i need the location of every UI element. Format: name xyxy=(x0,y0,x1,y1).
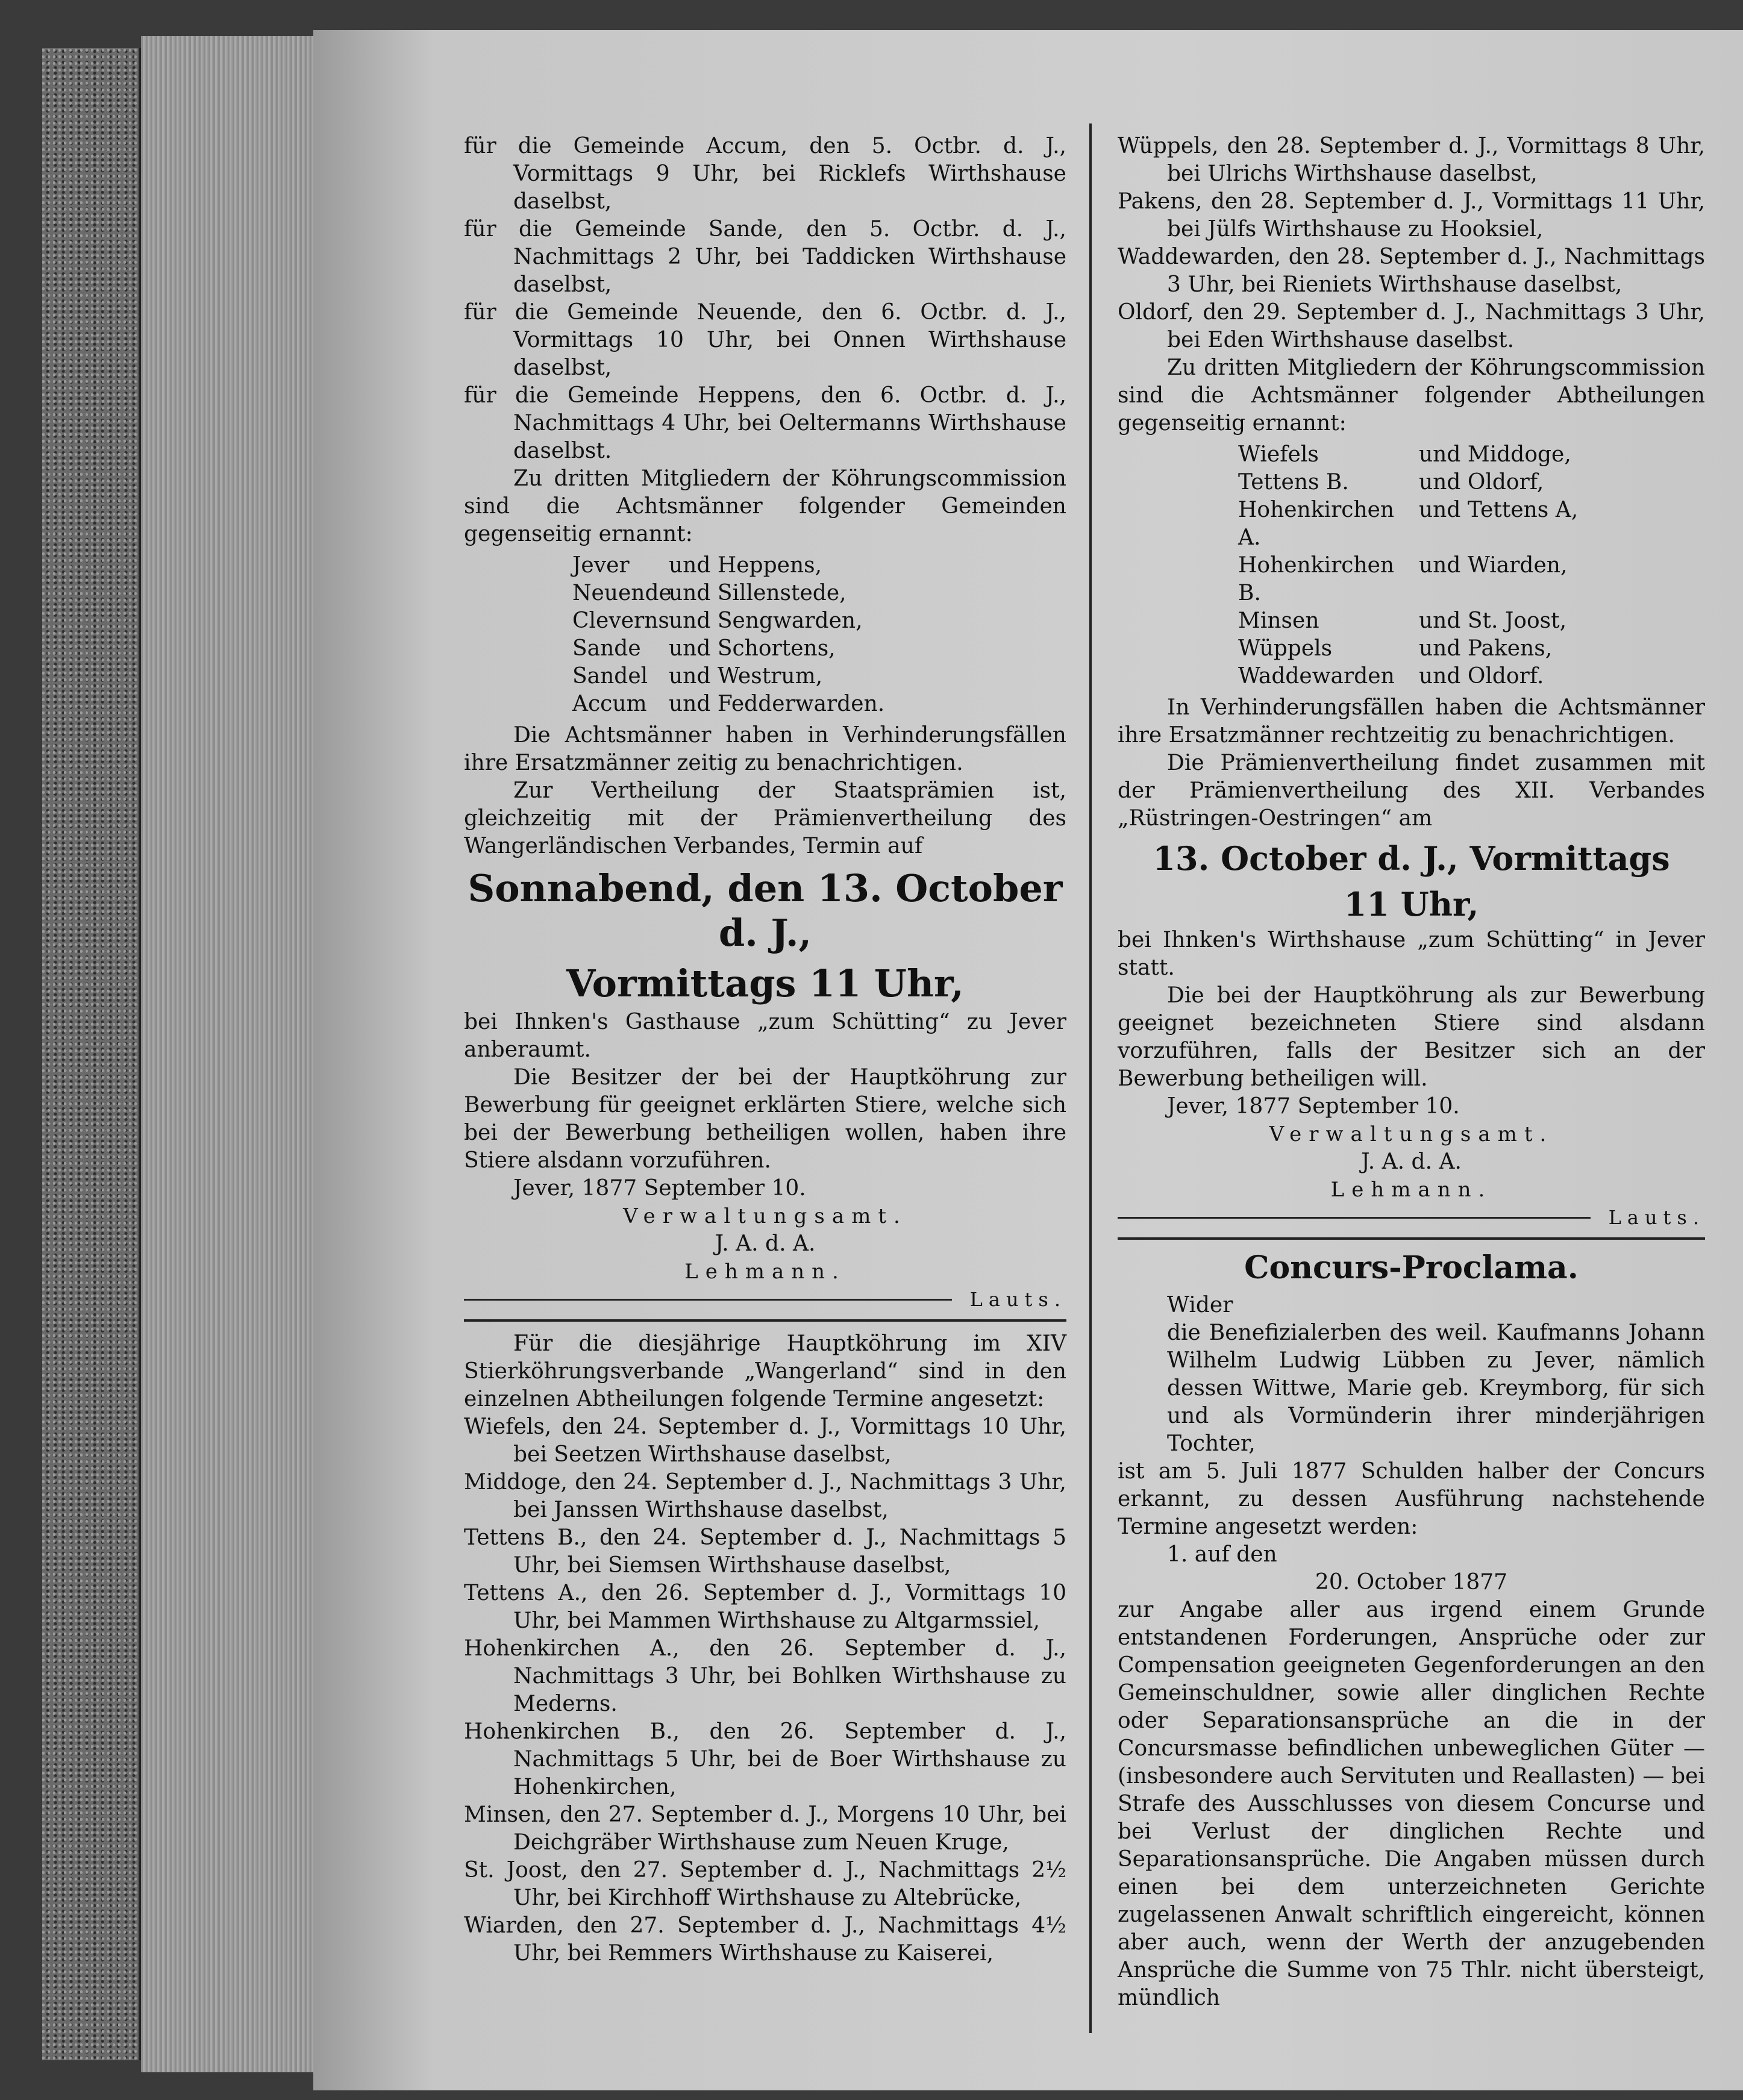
venue: bei Ihnken's Gasthause „zum Schütting“ zu Jever anberaumt. xyxy=(464,1010,1066,1062)
term-middoge: Middoge, den 24. September d. J., Nachmittags 3 Uhr, bei Janssen Wirthshause daselbst, xyxy=(464,1470,1066,1522)
big-date: 13. October d. J., Vormittags xyxy=(1153,839,1670,878)
pair-b: und St. Joost, xyxy=(1419,608,1567,633)
term-neuende: für die Gemeinde Neuende, den 6. Octbr. d. J., Vormittags 10 Uhr, bei Onnen Wirthshause daselbst, xyxy=(464,300,1066,380)
page-edges xyxy=(141,36,322,2072)
pair-b: und Westrum, xyxy=(669,664,823,689)
pair-b: und Middoge, xyxy=(1419,442,1571,467)
pair-row xyxy=(1238,469,1705,496)
term-hohenkirchen-a: Hohenkirchen A., den 26. September d. J., Nachmittags 3 Uhr, bei Bohlken Wirthshause zu Mederns. xyxy=(464,1636,1066,1716)
laut-signer: Lauts. xyxy=(969,1288,1066,1311)
term-minsen: Minsen, den 27. September d. J., Morgens 10 Uhr, bei Deichgräber Wirthshause zum Neuen Kruge, xyxy=(464,1802,1066,1855)
term-hohenkirchen-b: Hohenkirchen B., den 26. September d. J., Nachmittags 5 Uhr, bei de Boer Wirthshause zu Hohenkirchen, xyxy=(464,1719,1066,1799)
distribution-note: Die Prämienvertheilung findet zusammen mit der Prämienvertheilung des XII. Verbandes „Rüstringen-Oestringen“ am xyxy=(1118,751,1705,831)
pair-b: und Oldorf. xyxy=(1419,664,1544,689)
place-date: Jever, 1877 September 10. xyxy=(1167,1094,1460,1119)
pair-b: und Oldorf, xyxy=(1419,470,1544,495)
term-heppens: für die Gemeinde Heppens, den 6. Octbr. d. J., Nachmittags 4 Uhr, bei Oeltermanns Wirthshause daselbst. xyxy=(464,383,1066,463)
term-wueppels: Wüppels, den 28. September d. J., Vormittags 8 Uhr, bei Ulrichs Wirthshause daselbst, xyxy=(1118,134,1705,186)
declared: ist am 5. Juli 1877 Schulden halber der Concurs erkannt, zu dessen Ausführung nachstehende Termine angesetzt werden: xyxy=(1118,1459,1705,1539)
pair-a: Cleverns xyxy=(572,608,669,633)
big-time: Vormittags 11 Uhr, xyxy=(566,961,964,1005)
pair-a: Accum xyxy=(572,692,647,716)
pair-b: und Sengwarden, xyxy=(669,608,863,633)
pair-row xyxy=(1238,607,1705,635)
pair-b: und Heppens, xyxy=(669,553,822,578)
book-binding xyxy=(42,48,141,2060)
pair-row xyxy=(1238,663,1705,690)
column-divider xyxy=(1089,123,1092,2033)
pair-b: und Wiarden, xyxy=(1419,553,1568,578)
pair-a: Hohenkirchen A. xyxy=(1238,498,1395,550)
term-st-joost: St. Joost, den 27. September d. J., Nachmittags 2½ Uhr, bei Kirchhoff Wirthshause zu Altebrücke, xyxy=(464,1858,1066,1910)
substitutes-note: In Verhinderungsfällen haben die Achtsmänner ihre Ersatzmänner rechtzeitig zu benachrichtigen. xyxy=(1118,695,1705,748)
pair-a: Sandel xyxy=(572,664,648,689)
pair-a: Wiefels xyxy=(1238,442,1319,467)
concurs-heading: Concurs-Proclama. xyxy=(1244,1249,1579,1286)
office-abbr: J. A. d. A. xyxy=(1361,1149,1462,1174)
pair-a: Tettens B. xyxy=(1238,470,1349,495)
commission-pairs xyxy=(1238,441,1705,690)
term-sande: für die Gemeinde Sande, den 5. Octbr. d. J., Nachmittags 2 Uhr, bei Taddicken Wirthshause daselbst, xyxy=(464,217,1066,297)
pair-a: Hohenkirchen B. xyxy=(1238,553,1395,605)
pair-b: und Fedderwarden. xyxy=(669,692,885,716)
owners-note: Die Besitzer der bei der Hauptköhrung zur Bewerbung für geeignet erklärten Stiere, welche sich bei der Bewerbung betheiligen wollen, haben ihre Stiere alsdann vorzuführen. xyxy=(464,1065,1066,1173)
pair-b: und Tettens A, xyxy=(1419,498,1579,522)
distribution-note: Zur Vertheilung der Staatsprämien ist, gleichzeitig mit der Prämienvertheilung des Wangerländischen Verbandes, Termin auf xyxy=(464,778,1066,858)
laut-signer: Lauts. xyxy=(1608,1206,1705,1229)
signer: Lehmann. xyxy=(1330,1178,1492,1202)
term-oldorf: Oldorf, den 29. September d. J., Nachmittags 3 Uhr, bei Eden Wirthshause daselbst. xyxy=(1118,300,1705,352)
signature-line xyxy=(464,1299,952,1301)
office-name: Verwaltungsamt. xyxy=(623,1204,907,1228)
term-waddewarden: Waddewarden, den 28. September d. J., Nachmittags 3 Uhr, bei Rieniets Wirthshause daselbst, xyxy=(1118,245,1705,297)
term-tettens-a: Tettens A., den 26. September d. J., Vormittags 10 Uhr, bei Mammen Wirthshause zu Altgarmssiel, xyxy=(464,1581,1066,1633)
right-column xyxy=(1118,133,1705,2012)
laut-row xyxy=(464,1288,1066,1311)
commission-intro: Zu dritten Mitgliedern der Köhrungscommission sind die Achtsmänner folgender Abtheilungen gegenseitig ernannt: xyxy=(1118,355,1705,436)
pair-a: Waddewarden xyxy=(1238,664,1395,689)
left-column xyxy=(464,133,1066,1967)
pair-a: Minsen xyxy=(1238,608,1319,633)
section-rule xyxy=(464,1319,1066,1322)
owners-note: Die bei der Hauptköhrung als zur Bewerbung geeignet bezeichneten Stiere sind alsdann vorzuführen, falls der Besitzer sich an der Bewerbung betheiligen will. xyxy=(1118,983,1705,1091)
pair-a: Sande xyxy=(572,636,641,661)
term-pakens: Pakens, den 28. September d. J., Vormittags 11 Uhr, bei Jülfs Wirthshause zu Hooksiel, xyxy=(1118,189,1705,242)
pair-row xyxy=(1238,496,1705,552)
pair-b: und Sillenstede, xyxy=(669,581,846,605)
pair-row xyxy=(572,690,1066,718)
office-name: Verwaltungsamt. xyxy=(1269,1122,1554,1146)
pair-row xyxy=(1238,635,1705,663)
pair-row xyxy=(572,607,1066,635)
signature-line xyxy=(1118,1217,1591,1219)
pair-b: und Schortens, xyxy=(669,636,836,661)
place-date: Jever, 1877 September 10. xyxy=(513,1176,806,1201)
pair-a: Jever xyxy=(572,553,630,578)
substitutes-note: Die Achtsmänner haben in Verhinderungsfällen ihre Ersatzmänner zeitig zu benachrichtigen. xyxy=(464,723,1066,775)
item1-date: 20. October 1877 xyxy=(1315,1570,1508,1595)
pair-row xyxy=(1238,552,1705,607)
wangerland-intro: Für die diesjährige Hauptköhrung im XIV Stierköhrungsverbande „Wangerland“ sind in den einzelnen Abtheilungen folgende Termine angesetzt: xyxy=(464,1331,1066,1411)
pair-row xyxy=(572,635,1066,663)
term-accum: für die Gemeinde Accum, den 5. Octbr. d. J., Vormittags 9 Uhr, bei Ricklefs Wirthshause daselbst, xyxy=(464,134,1066,214)
office-abbr: J. A. d. A. xyxy=(715,1231,816,1256)
pair-row xyxy=(572,580,1066,607)
commission-pairs xyxy=(572,552,1066,718)
heirs: die Benefizialerben des weil. Kaufmanns Johann Wilhelm Ludwig Lübben zu Jever, nämlich dessen Wittwe, Marie geb. Kreymborg, für sich und als Vormünderin ihrer minderjährigen Tochter, xyxy=(1167,1320,1705,1456)
term-wiarden: Wiarden, den 27. September d. J., Nachmittags 4½ Uhr, bei Remmers Wirthshause zu Kaiserei, xyxy=(464,1913,1066,1966)
term-wiefels: Wiefels, den 24. September d. J., Vormittags 10 Uhr, bei Seetzen Wirthshause daselbst, xyxy=(464,1414,1066,1467)
pair-row xyxy=(572,552,1066,580)
pair-a: Neuende xyxy=(572,581,672,605)
pair-row xyxy=(1238,441,1705,469)
claims: zur Angabe aller aus irgend einem Grunde entstandenen Forderungen, Ansprüche oder zur Compensation geeigneten Gegenforderungen an den Gemeinschuldner, sowie aller dinglichen Rechte oder Separationsansprüche an die in der Concursmasse befindlichen unbeweglichen Güter — (insbesondere auch Servituten und Reallasten) — bei Strafe des Ausschlusses von diesem Concurse und bei Verlust der dinglichen Rechte und Separationsansprüche. Die Angaben müssen durch einen bei dem unterzeichneten Gerichte zugelassenen Anwalt schriftlich eingereicht, können aber auch, wenn der Werth der anzugebenden Ansprüche die Summe von 75 Thlr. nicht übersteigt, mündlich xyxy=(1118,1598,1705,2010)
laut-row xyxy=(1118,1206,1705,1229)
term-tettens-b: Tettens B., den 24. September d. J., Nachmittags 5 Uhr, bei Siemsen Wirthshause daselbst, xyxy=(464,1525,1066,1578)
wider: Wider xyxy=(1167,1293,1233,1317)
pair-row xyxy=(572,663,1066,690)
commission-intro: Zu dritten Mitgliedern der Köhrungscommission sind die Achtsmänner folgender Gemeinden gegenseitig ernannt: xyxy=(464,466,1066,546)
big-time: 11 Uhr, xyxy=(1344,885,1479,923)
pair-b: und Pakens, xyxy=(1419,636,1553,661)
venue: bei Ihnken's Wirthshause „zum Schütting“ in Jever statt. xyxy=(1118,928,1705,980)
item1: 1. auf den xyxy=(1167,1542,1277,1567)
pair-a: Wüppels xyxy=(1238,636,1333,661)
big-date: Sonnabend, den 13. October d. J., xyxy=(468,866,1063,955)
signer: Lehmann. xyxy=(684,1260,846,1284)
section-rule xyxy=(1118,1237,1705,1240)
